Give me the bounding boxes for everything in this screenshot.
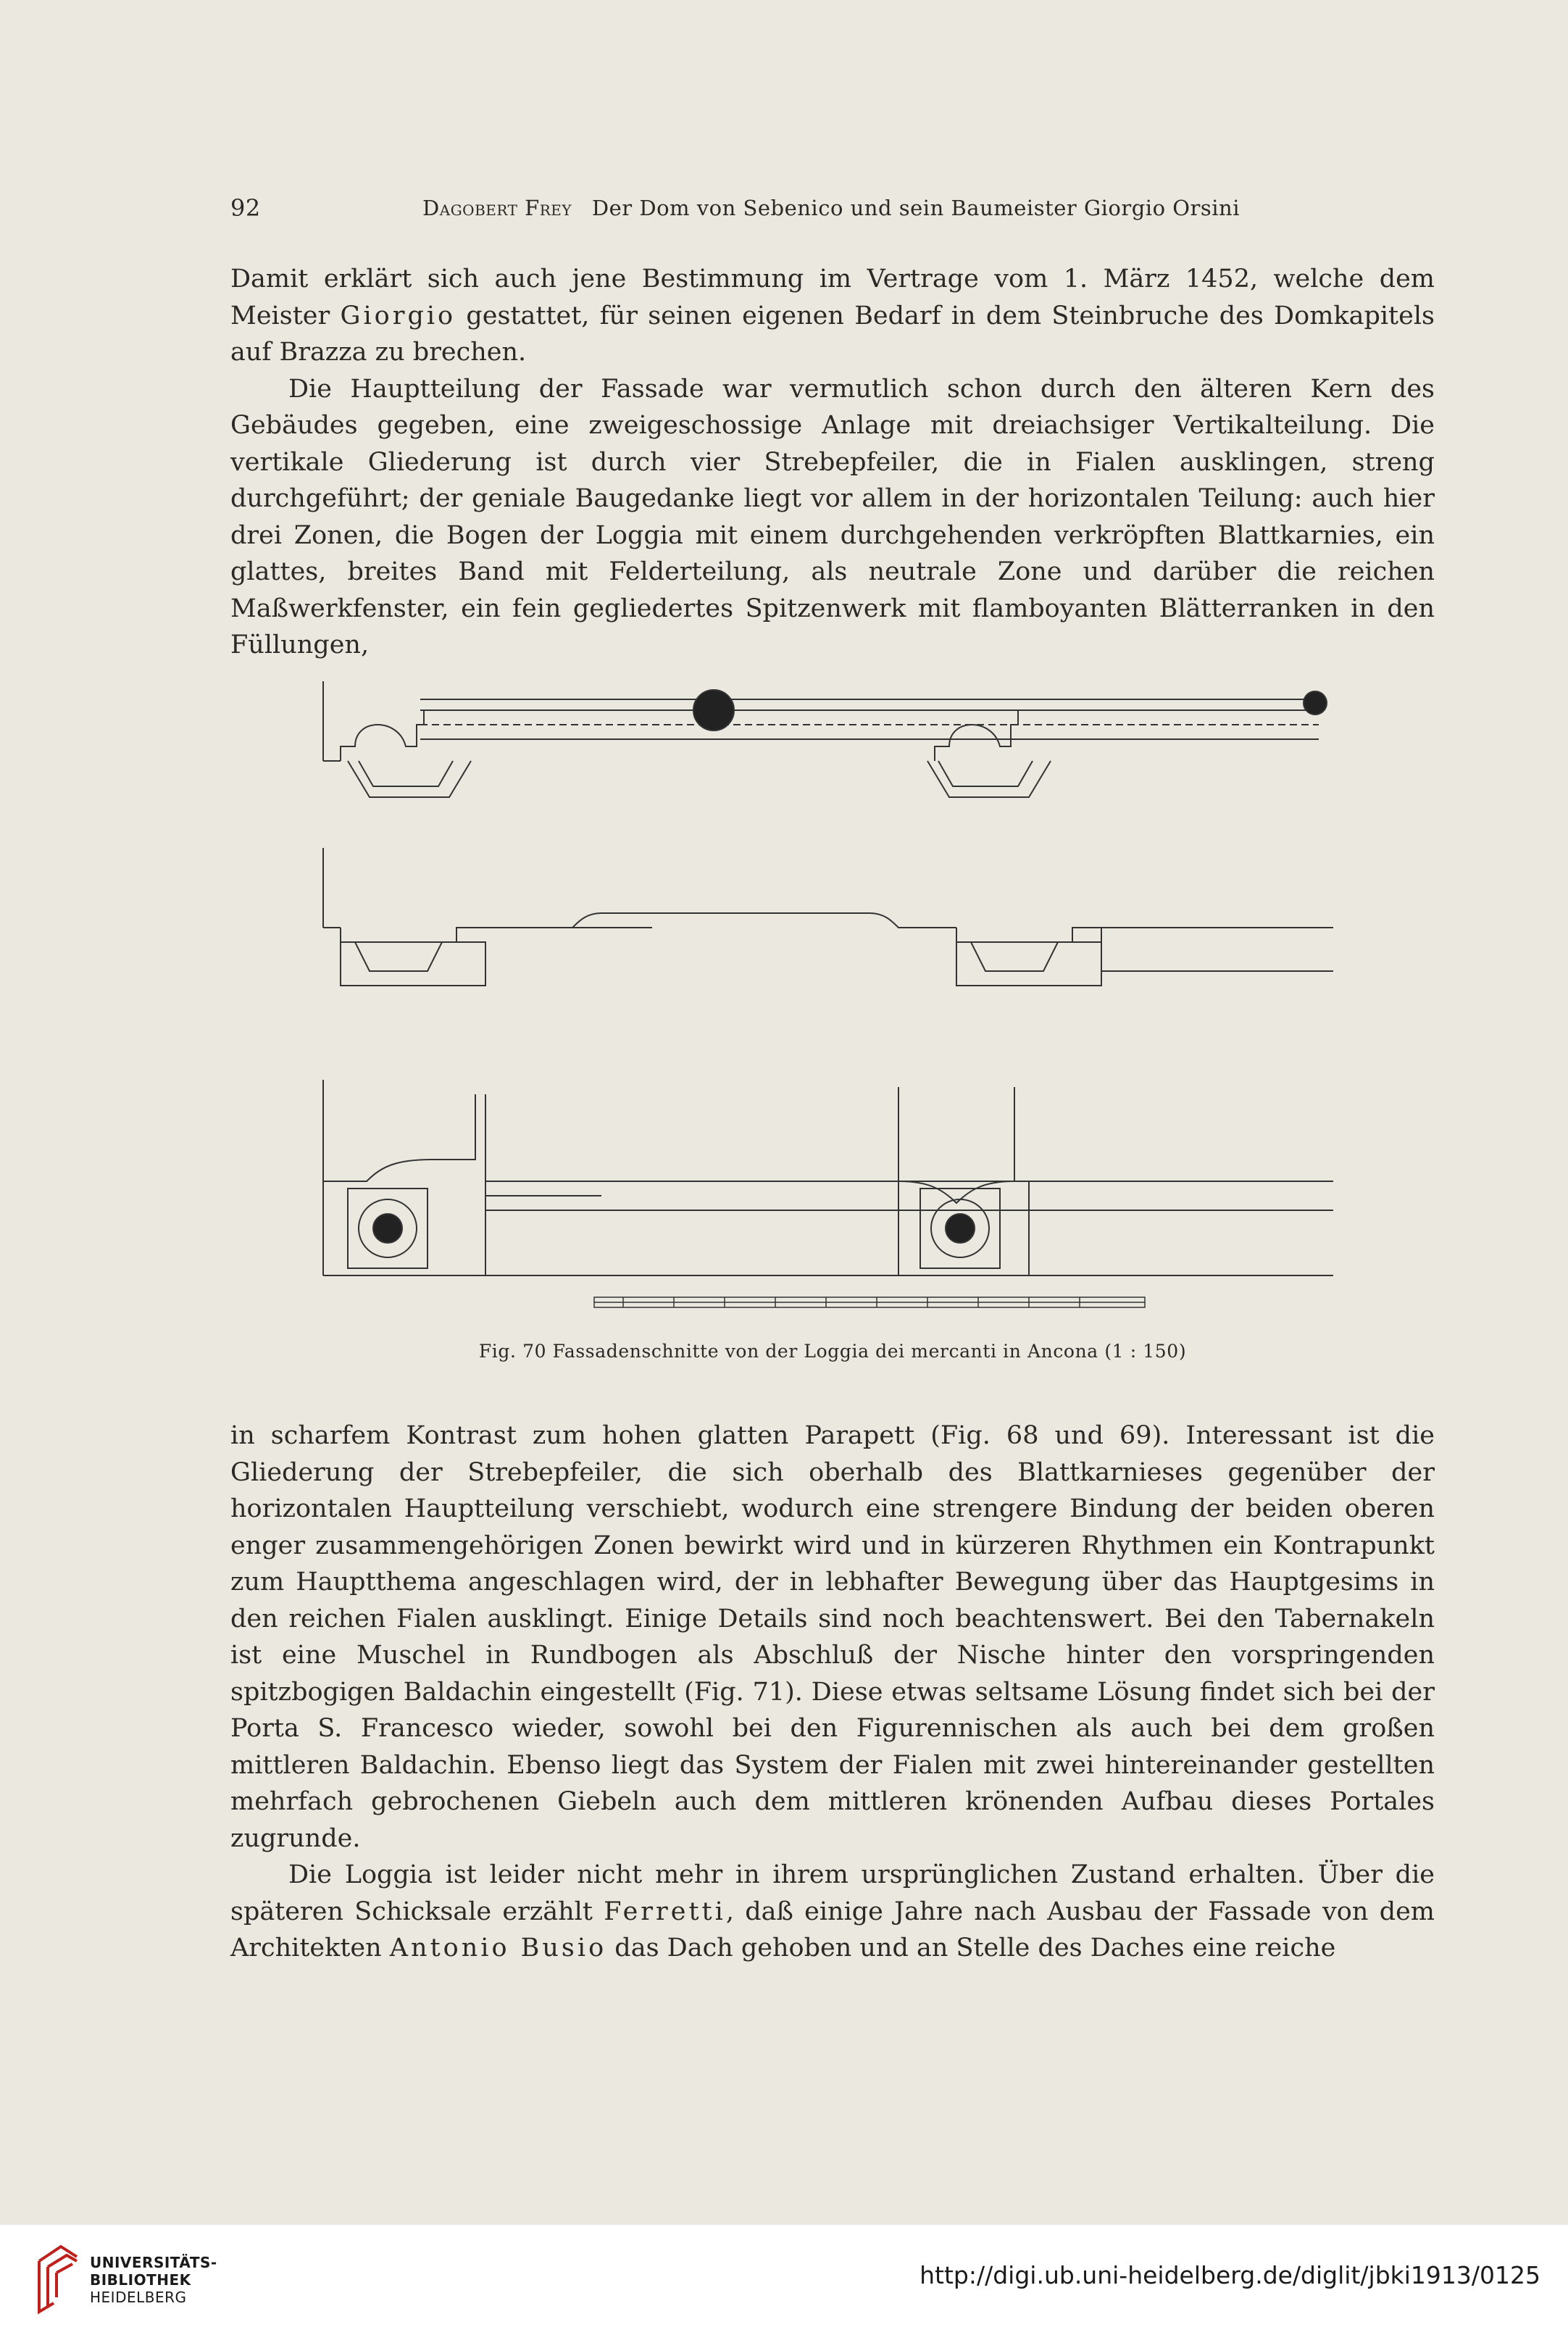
text-run: gestattet, für seinen eigenen Bedarf in dem Steinbruche des Domkapitels auf Brazza zu brechen. bbox=[230, 301, 1435, 367]
person-name: Antonio Busio bbox=[389, 1934, 607, 1963]
section-middle bbox=[323, 848, 1333, 986]
paragraph: Die Hauptteilung der Fassade war vermutlich schon durch den älteren Kern des Gebäudes gegeben, eine zweigeschossige Anlage mit dreiachsiger Vertikalteilung. Die vertikale Gliederung ist durch vier Strebepfeiler, die in Fialen ausklingen, streng durchgeführt; der geniale Baugedanke liegt vor allem in der horizontalen Teilung: auch hier drei Zonen, die Bogen der Loggia mit einem durchgehenden verkröpften Blattkarnies, ein glattes, breites Band mit Felderteilung, als neutrale Zone und darüber die reichen Maßwerkfenster, ein fein gegliedertes Spitzenwerk mit flamboyanten Blätterranken in den Füllungen, bbox=[230, 374, 1435, 659]
running-title bbox=[422, 196, 1240, 220]
body-text-top bbox=[230, 261, 1435, 664]
figure-caption: Fig. 70 Fassadenschnitte von der Loggia dei mercanti in Ancona (1 : 150) bbox=[478, 1341, 1187, 1362]
text-run: das Dach gehoben und an Stelle des Daches eine reiche bbox=[606, 1934, 1336, 1963]
running-header bbox=[230, 194, 1433, 230]
person-name: Ferretti bbox=[604, 1897, 726, 1926]
library-name-line: HEIDELBERG bbox=[90, 2289, 187, 2306]
facade-sections-figure bbox=[319, 681, 1333, 1319]
library-name-line: BIBLIOTHEK bbox=[90, 2271, 191, 2289]
section-bottom bbox=[323, 1080, 1333, 1275]
scale-bar bbox=[594, 1297, 1145, 1307]
paragraph bbox=[230, 261, 1435, 371]
text-run: , daß einige Jahre nach Ausbau der Fassade von dem Architekten bbox=[230, 1897, 1435, 1963]
header-author: Dagobert Frey bbox=[422, 196, 572, 220]
library-name-line: UNIVERSITÄTS- bbox=[90, 2254, 217, 2271]
library-name bbox=[90, 2254, 217, 2306]
page-number: 92 bbox=[230, 194, 261, 222]
header-title: Der Dom von Sebenico und sein Baumeister Giorgio Orsini bbox=[591, 196, 1240, 220]
library-footer bbox=[0, 2225, 1568, 2335]
text-run: Damit erklärt sich auch jene Bestimmung im Vertrage vom 1. März 1452, welche dem Meister bbox=[230, 265, 1435, 330]
paragraph: in scharfem Kontrast zum hohen glatten Parapett (Fig. 68 und 69). Interessant ist die Gliederung der Strebepfeiler, die sich oberhalb des Blattkarnieses gegenüber der horizontalen Hauptteilung verschiebt, wodurch eine strengere Bindung der beiden oberen enger zusammengehörigen Zonen bewirkt wird und in kürzeren Rhythmen ein Kontrapunkt zum Hauptthema angeschlagen wird, der in lebhafter Bewegung über das Hauptgesims in den reichen Fialen ausklingt. Einige Details sind noch beachtenswert. Bei den Tabernakeln ist eine Muschel in Rundbogen als Abschluß der Nische hinter den vorspringenden spitzbogigen Baldachin eingestellt (Fig. 71). Diese etwas seltsame Lösung findet sich bei der Porta S. Francesco wieder, sowohl bei den Figurennischen als auch bei dem großen mittleren Baldachin. Ebenso liegt das System der Fialen mit zwei hintereinander gestellten mehrfach gebrochenen Giebeln auch dem mittleren krönenden Aufbau dieses Portales zugrunde. bbox=[230, 1421, 1435, 1853]
person-name: Giorgio bbox=[340, 301, 456, 330]
paragraph bbox=[230, 1857, 1435, 1967]
section-top bbox=[323, 681, 1327, 797]
library-logo-icon bbox=[32, 2239, 84, 2319]
text-run: Die Loggia ist leider nicht mehr in ihrem ursprünglichen Zustand erhalten. Über die späteren Schicksale erzählt bbox=[230, 1860, 1435, 1926]
permalink-url[interactable]: http://digi.ub.uni-heidelberg.de/diglit/jbki1913/0125 bbox=[919, 2261, 1540, 2289]
body-text-bottom bbox=[230, 1418, 1435, 1967]
